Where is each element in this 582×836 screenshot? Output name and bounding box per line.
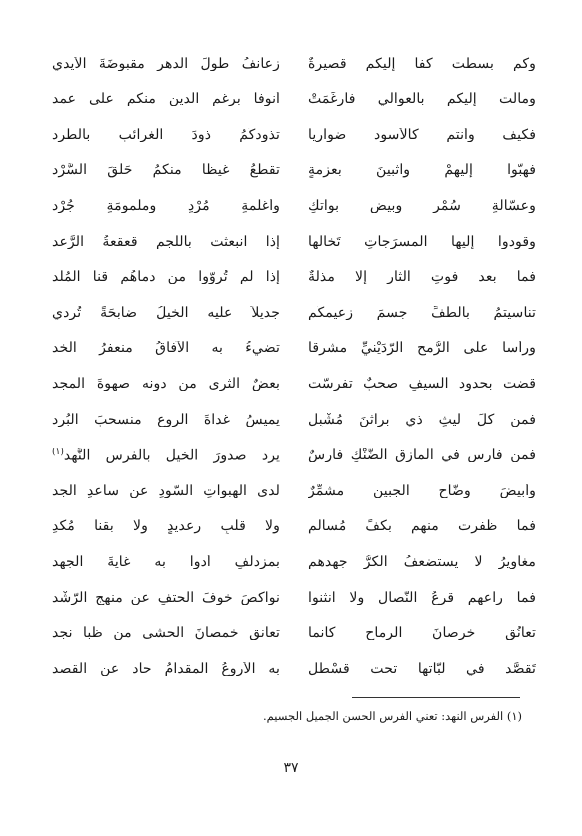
hemistich-text: تعانق خمصانَ الحشى من ظبا نجد — [52, 626, 280, 641]
second-hemistich — [52, 626, 280, 640]
verse-line — [52, 46, 536, 82]
second-hemistich — [52, 163, 280, 177]
first-hemistich: وأبيضَ وضّاحِ الجبينِ مشمِّرٌ — [308, 483, 536, 499]
hemistich-text: تقطِّعُ غيظاً منكمُ حَلَقَ السَّرْد — [52, 163, 280, 178]
first-hemistich: فما راعهم قرعُ النّصالِ ولا انثنوا — [308, 590, 536, 605]
hemistich-text: نواكصَ خوفَ الحتفِ عن منهج الرّشْد — [52, 590, 280, 605]
hemistich-text: به الأروعُ المقدامُ حاد عن القصد — [52, 661, 280, 676]
second-hemistich — [52, 270, 280, 284]
page-number: ٣٧ — [283, 760, 299, 776]
second-hemistich — [52, 519, 280, 533]
verse-line — [52, 544, 536, 580]
first-hemistich: ورأساً على الرُّمح الرّدَيْنيِّ مشرقاً — [308, 341, 536, 356]
first-hemistich: ومالت إليكم بالعوالي فأرغَمَتْ — [308, 92, 536, 107]
verse-line — [52, 616, 536, 652]
first-hemistich: فكيف وأنتم كالأُسود ضوارياً — [308, 127, 536, 143]
hemistich-text: ولا قلبِ رعديدٍ ولا بقناً مُكْدِ — [52, 519, 280, 534]
first-hemistich: تَقصَّد في لبّاتها تحت قسْطلٍ — [308, 661, 536, 676]
verse-line — [52, 438, 536, 474]
second-hemistich — [52, 306, 280, 320]
poem — [52, 46, 536, 687]
verse-line — [52, 366, 536, 402]
verse-line — [52, 331, 536, 367]
hemistich-text: يميسُ غداةَ الروعِ منسحبَ البُرد — [52, 412, 280, 427]
footnote: (١) الفرس النهد: تعني الفرس الحسن الجميل الجسيم. — [263, 709, 522, 723]
second-hemistich — [52, 662, 280, 676]
hemistich-text: إذا لم تُروّوا من دماهُم قنا المُلْد — [52, 270, 280, 285]
second-hemistich — [52, 448, 280, 463]
first-hemistich: وعسّالةٍ سُمْرٍ وبيضٍ بواتكٍ — [308, 199, 536, 214]
first-hemistich: فمن فارسٍ في المأزقِ الضَّنْكِ فارسٌ — [308, 448, 536, 463]
hemistich-text: لدى الهبواتِ السّودِ عن ساعدِ الجد — [52, 483, 280, 499]
verse-line — [52, 153, 536, 189]
hemistich-text: زعانفُ طولَ الدهر مقبوضَةَ الأيدي — [52, 56, 280, 71]
second-hemistich — [52, 377, 280, 391]
verse-line — [52, 295, 536, 331]
verse-line — [52, 651, 536, 687]
first-hemistich: فمن كلِّ ليثٍ ذي براثنَ مُشْبِلٍ — [308, 412, 536, 427]
hemistich-text: بعضٌ الثرى من دونه صهوةَ المجد — [52, 377, 280, 392]
footnote-divider — [352, 697, 520, 698]
first-hemistich: فما ظفرت منهم بكفٍّ مُسالمٍ — [308, 519, 536, 534]
second-hemistich — [52, 413, 280, 427]
hemistich-text: يرد صدورَ الخيلِ بالفرسِ النَّهد — [63, 447, 280, 463]
verse-line — [52, 473, 536, 509]
second-hemistich — [52, 92, 280, 106]
hemistich-text: تضيءُ به الآفاقُ منعفرُ الخد — [52, 341, 280, 356]
first-hemistich: تناسيتمُ بالطفِّ جسمَ زعيمكُم — [308, 305, 536, 321]
hemistich-text: أنوفاً برغم الدينِ منكم على عمد — [52, 92, 280, 107]
hemistich-text: بمزدلفٍ أدوا به غايةَ الجهد — [52, 555, 280, 570]
hemistich-text: تذودكُمُ ذودَ الغرائبِ بالطَّرد — [52, 127, 280, 143]
first-hemistich: فما بعد فوتِ الثارِ إلا مذلةٌ — [308, 270, 536, 285]
verse-line — [52, 82, 536, 118]
second-hemistich — [52, 235, 280, 249]
hemistich-text: جديلاً عليه الخيلُ ضابحَةً تُردي — [52, 305, 280, 321]
second-hemistich — [52, 199, 280, 213]
hemistich-text: وأغلمةٍ مُرْدٍ وملمومَةٍ جُرْد — [52, 199, 280, 214]
verse-line — [52, 117, 536, 153]
verse-line — [52, 402, 536, 438]
first-hemistich: فهبّوا إليهمْ واثبينَ بعزمةٍ — [308, 163, 536, 178]
verse-line — [52, 509, 536, 545]
verse-line — [52, 188, 536, 224]
verse-line — [52, 580, 536, 616]
first-hemistich: وكم بسطت كفاً إليكم قصيرةٌ — [308, 56, 536, 71]
footnote-marker: (١) — [52, 447, 64, 457]
second-hemistich — [52, 484, 280, 498]
second-hemistich — [52, 555, 280, 569]
second-hemistich — [52, 591, 280, 605]
first-hemistich: وقودوا إليها المسرَجاتِ تَخالُها — [308, 234, 536, 249]
second-hemistich — [52, 128, 280, 142]
hemistich-text: إذا انبعثت بالَّلجم قعقعةُ الرَّعد — [52, 234, 280, 249]
first-hemistich: تعانُقِ خرصانَ الرماحِ كأنما — [308, 626, 536, 641]
second-hemistich — [52, 57, 280, 71]
first-hemistich: قضت بحدود السيفِ صحبٌ تفرسّت — [308, 377, 536, 392]
first-hemistich: مغاويرُ لا يستضعفُ الكرُّ جهدهم — [308, 555, 536, 570]
verse-line — [52, 260, 536, 296]
second-hemistich — [52, 341, 280, 355]
verse-line — [52, 224, 536, 260]
